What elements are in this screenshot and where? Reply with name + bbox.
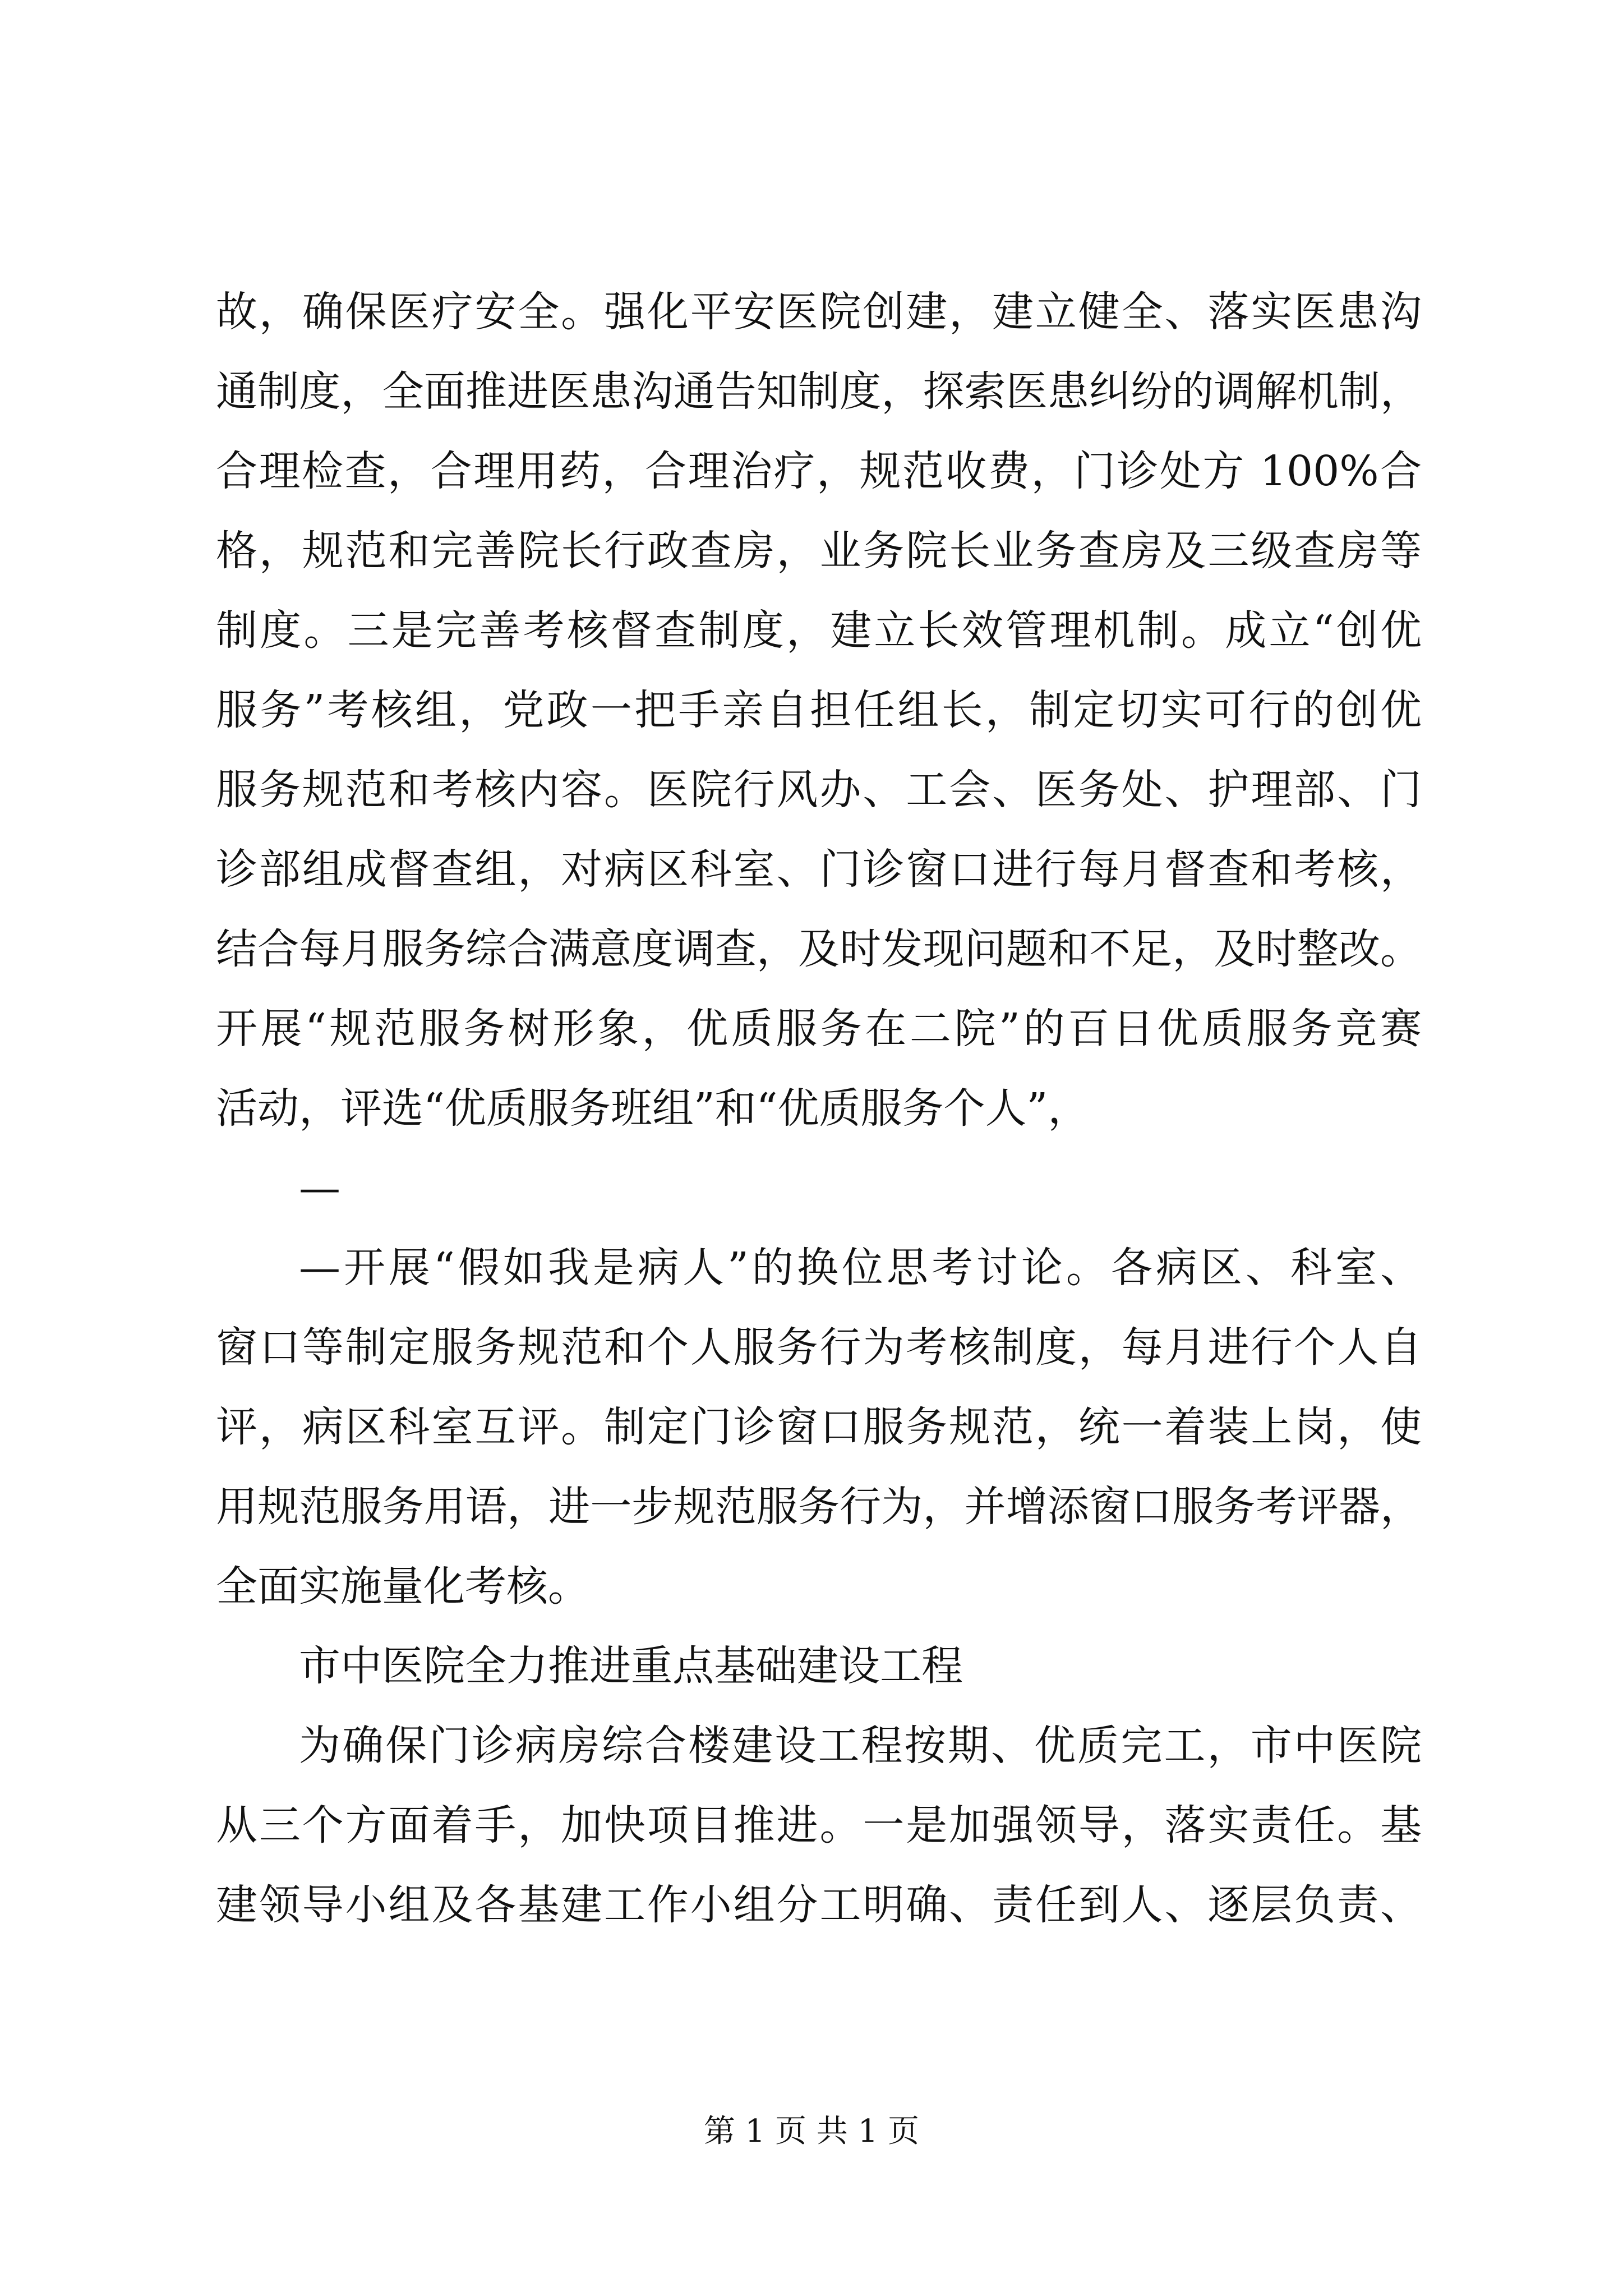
- text-line: 评，病区科室互评。制定门诊窗口服务规范，统一着装上岗，使: [216, 1403, 1422, 1451]
- text-line: 建领导小组及各基建工作小组分工明确、责任到人、逐层负责、: [216, 1881, 1422, 1929]
- text-line: 通制度，全面推进医患沟通告知制度，探索医患纠纷的调解机制，: [216, 367, 1422, 416]
- page-footer: 第 1 页 共 1 页: [703, 2113, 920, 2150]
- text-line: 诊部组成督查组，对病区科室、门诊窗口进行每月督查和考核，: [216, 845, 1422, 894]
- text-line: 全面实施量化考核。: [216, 1562, 589, 1611]
- text-line: 从三个方面着手，加快项目推进。一是加强领导，落实责任。基: [216, 1801, 1422, 1849]
- text-line: 合理检查，合理用药，合理治疗，规范收费，门诊处方 100%合: [216, 447, 1422, 495]
- text-line: 窗口等制定服务规范和个人服务行为考核制度，每月进行个人自: [216, 1323, 1422, 1372]
- text-line: 服务”考核组，党政一把手亲自担任组长，制定切实可行的创优: [216, 686, 1422, 734]
- text-line: 故，确保医疗安全。强化平安医院创建，建立健全、落实医患沟: [216, 288, 1422, 336]
- text-line: 开展“规范服务树形象，优质服务在二院”的百日优质服务竞赛: [216, 1005, 1422, 1053]
- text-line: 活动，评选“优质服务班组”和“优质服务个人”，: [216, 1084, 1090, 1133]
- text-line: 格，规范和完善院长行政查房，业务院长业务查房及三级查房等: [216, 527, 1422, 575]
- text-line: 用规范服务用语，进一步规范服务行为，并增添窗口服务考评器，: [216, 1483, 1422, 1531]
- text-line: 服务规范和考核内容。医院行风办、工会、医务处、护理部、门: [216, 766, 1422, 814]
- section-heading: 市中医院全力推进重点基础建设工程: [299, 1642, 963, 1690]
- text-line: 制度。三是完善考核督查制度，建立长效管理机制。成立“创优: [216, 606, 1422, 655]
- text-line: 结合每月服务综合满意度调查，及时发现问题和不足，及时整改。: [216, 925, 1422, 973]
- text-line: 为确保门诊病房综合楼建设工程按期、优质完工，市中医院: [299, 1722, 1422, 1770]
- body-text: [216, 272, 1422, 1945]
- text-line: —开展“假如我是病人”的换位思考讨论。各病区、科室、: [299, 1244, 1422, 1292]
- dash-line: —: [299, 1164, 340, 1212]
